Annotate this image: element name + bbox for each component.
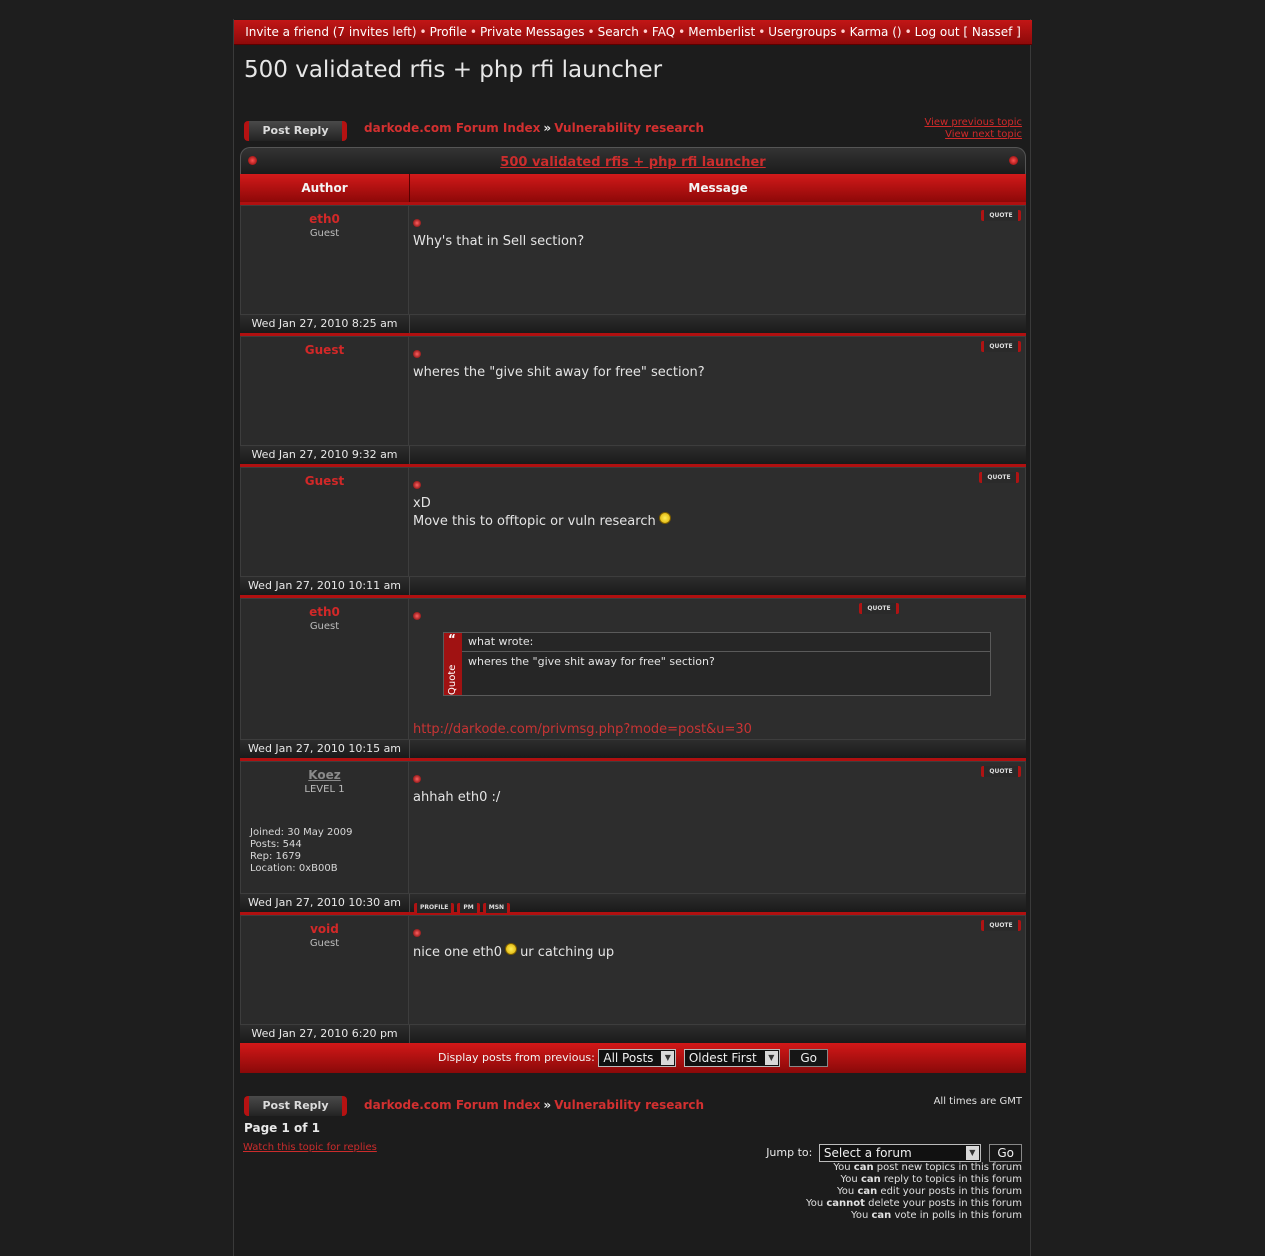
post-author-panel (240, 336, 409, 446)
post-author-panel (240, 915, 409, 1025)
quote-button[interactable]: QUOTE (979, 472, 1019, 483)
post-icon (413, 350, 421, 358)
display-go-button[interactable]: Go (789, 1049, 828, 1067)
post-reply-button[interactable]: Post Reply (244, 121, 347, 141)
posts-table (240, 147, 1026, 1073)
top-navigation (234, 20, 1032, 45)
author-rank: Guest (309, 228, 340, 239)
author-column-header: Author (240, 174, 410, 202)
post-date: Wed Jan 27, 2010 8:25 am (240, 315, 410, 333)
view-previous-topic-link[interactable]: View previous topic (924, 117, 1022, 128)
column-headers (240, 174, 1026, 202)
quote-header: what wrote: (462, 633, 990, 652)
author-name[interactable]: void (310, 922, 339, 936)
breadcrumb-forum-link[interactable]: Vulnerability research (554, 1098, 705, 1112)
author-name[interactable]: eth0 (309, 605, 340, 619)
author-details (250, 827, 352, 875)
permission-line: You can reply to topics in this forum (840, 1174, 1022, 1185)
nav-separator: • (678, 25, 686, 39)
nav-karma-link[interactable]: Karma () (849, 25, 902, 39)
nav-separator: • (587, 25, 595, 39)
post-text-part: ur catching up (520, 945, 615, 960)
post (240, 595, 1026, 758)
post-footer (240, 1025, 1026, 1043)
post-text: wheres the "give shit away for free" section? (413, 365, 705, 380)
jump-forum-select[interactable] (819, 1144, 981, 1162)
nav-memberlist-link[interactable]: Memberlist (688, 25, 756, 39)
author-name[interactable]: eth0 (309, 212, 340, 226)
author-rep: Rep: 1679 (250, 851, 301, 862)
breadcrumb-arrow: » (543, 121, 552, 135)
post-footer (240, 446, 1026, 464)
chevron-down-icon: ▼ (765, 1051, 778, 1065)
permission-line: You cannot delete your posts in this forum (805, 1198, 1022, 1209)
nav-separator: • (469, 25, 477, 39)
posts-filter-select[interactable] (598, 1049, 676, 1067)
breadcrumb-forum-link[interactable]: Vulnerability research (554, 121, 705, 135)
post-date: Wed Jan 27, 2010 9:32 am (240, 446, 410, 464)
author-name: Guest (304, 343, 345, 357)
order-value: Oldest First (688, 1051, 757, 1065)
author-name: Guest (304, 474, 345, 488)
post-icon (413, 612, 421, 620)
jump-to-label: Jump to: (766, 1146, 813, 1159)
post-message (409, 336, 1026, 446)
nav-separator: • (419, 25, 427, 39)
timezone-note: All times are GMT (933, 1096, 1022, 1107)
post-icon (413, 929, 421, 937)
quote-label: Quote (447, 664, 458, 695)
topic-header-title-link[interactable]: 500 validated rfis + php rfi launcher (500, 155, 766, 170)
quote-sidebar (444, 633, 462, 695)
post-text (413, 943, 1021, 961)
smiley-icon (659, 512, 671, 524)
quote-button[interactable]: QUOTE (981, 341, 1021, 352)
order-select[interactable] (684, 1049, 780, 1067)
post-icon (413, 219, 421, 227)
post-date: Wed Jan 27, 2010 10:15 am (240, 740, 410, 758)
chevron-down-icon: ▼ (966, 1146, 979, 1160)
post (240, 202, 1026, 333)
signature-link[interactable]: http://darkode.com/privmsg.php?mode=post&u=30 (413, 722, 752, 737)
post-footer (240, 577, 1026, 595)
smiley-icon (505, 943, 517, 955)
post-text-line: xD (413, 496, 431, 511)
breadcrumb-forum-index-link[interactable]: darkode.com Forum Index (364, 1098, 541, 1112)
post-text: ahhah eth0 :/ (413, 790, 501, 805)
watch-topic-link[interactable]: Watch this topic for replies (243, 1142, 377, 1153)
post-text: Why's that in Sell section? (413, 234, 585, 249)
jump-go-button[interactable]: Go (989, 1144, 1022, 1162)
jump-forum-value: Select a forum (823, 1146, 912, 1160)
nav-usergroups-link[interactable]: Usergroups (768, 25, 837, 39)
message-column-header: Message (688, 181, 748, 195)
view-next-topic-link[interactable]: View next topic (945, 129, 1022, 140)
permission-line: You can post new topics in this forum (833, 1162, 1022, 1173)
nav-invite-link[interactable]: Invite a friend (7 invites left) (245, 25, 417, 39)
post-date: Wed Jan 27, 2010 10:30 am (240, 894, 410, 912)
quote-text: wheres the "give shit away for free" section? (468, 655, 715, 668)
post-text-part: nice one eth0 (413, 945, 503, 960)
post (240, 464, 1026, 595)
forum-permissions (806, 1162, 1022, 1222)
topic-header (240, 147, 1026, 174)
breadcrumb-bottom (364, 1098, 704, 1112)
nav-private-messages-link[interactable]: Private Messages (480, 25, 585, 39)
page-title: 500 validated rfis + php rfi launcher (244, 57, 663, 83)
page-info: Page 1 of 1 (244, 1121, 320, 1135)
profile-button[interactable]: PROFILE (414, 903, 454, 913)
jump-to-form (766, 1144, 1022, 1162)
breadcrumb (364, 121, 704, 135)
pm-button[interactable]: PM (457, 903, 479, 913)
msn-button[interactable]: MSN (483, 903, 510, 913)
breadcrumb-forum-index-link[interactable]: darkode.com Forum Index (364, 121, 541, 135)
post-author-panel (240, 205, 409, 315)
nav-separator: • (641, 25, 649, 39)
post-text (413, 495, 1021, 530)
author-location: Location: 0xB00B (250, 863, 338, 874)
post-author-panel (240, 761, 409, 894)
quote-box (443, 632, 991, 696)
post-footer (240, 740, 1026, 758)
author-name[interactable]: Koez (308, 768, 341, 782)
author-rank: Guest (309, 938, 340, 949)
author-joined: Joined: 30 May 2009 (250, 827, 353, 838)
post (240, 758, 1026, 912)
quote-marks-icon: “ (448, 632, 456, 646)
post-message (409, 467, 1026, 577)
quote-button[interactable]: QUOTE (981, 920, 1021, 931)
post-message (409, 598, 1026, 740)
author-posts: Posts: 544 (250, 839, 302, 850)
post-date: Wed Jan 27, 2010 6:20 pm (240, 1025, 410, 1043)
post-date: Wed Jan 27, 2010 10:11 am (240, 577, 410, 595)
nav-search-link[interactable]: Search (597, 25, 639, 39)
post-reply-button-bottom[interactable]: Post Reply (244, 1096, 347, 1116)
quote-button[interactable]: QUOTE (859, 603, 899, 614)
post (240, 912, 1026, 1043)
post-author-panel (240, 598, 409, 740)
posts-filter-value: All Posts (603, 1051, 654, 1065)
quote-button[interactable]: QUOTE (981, 210, 1021, 221)
author-rank: Guest (309, 621, 340, 632)
permission-line: You can edit your posts in this forum (837, 1186, 1022, 1197)
page-container (233, 19, 1031, 1256)
post-message (409, 205, 1026, 315)
post-footer (240, 315, 1026, 333)
post-message (409, 915, 1026, 1025)
bolt-icon (1009, 156, 1018, 165)
post-author-panel (240, 467, 409, 577)
nav-logout-link[interactable]: Log out [ Nassef ] (914, 25, 1021, 39)
display-options-label: Display posts from previous: (438, 1051, 595, 1064)
nav-profile-link[interactable]: Profile (429, 25, 467, 39)
post-icon (413, 775, 421, 783)
bolt-icon (248, 156, 257, 165)
nav-separator: • (904, 25, 912, 39)
post-icon (413, 481, 421, 489)
post (240, 333, 1026, 464)
display-options-bar (240, 1043, 1026, 1073)
nav-separator: • (758, 25, 766, 39)
nav-faq-link[interactable]: FAQ (651, 25, 676, 39)
breadcrumb-arrow: » (543, 1098, 552, 1112)
topic-navigation-links (924, 117, 1022, 141)
nav-separator: • (839, 25, 847, 39)
author-rank: LEVEL 1 (304, 784, 345, 795)
permission-line: You can vote in polls in this forum (851, 1210, 1022, 1221)
chevron-down-icon: ▼ (661, 1051, 674, 1065)
post-footer (240, 894, 1026, 912)
post-text-line: Move this to offtopic or vuln research (413, 514, 656, 529)
quote-button[interactable]: QUOTE (981, 766, 1021, 777)
post-message (409, 761, 1026, 894)
